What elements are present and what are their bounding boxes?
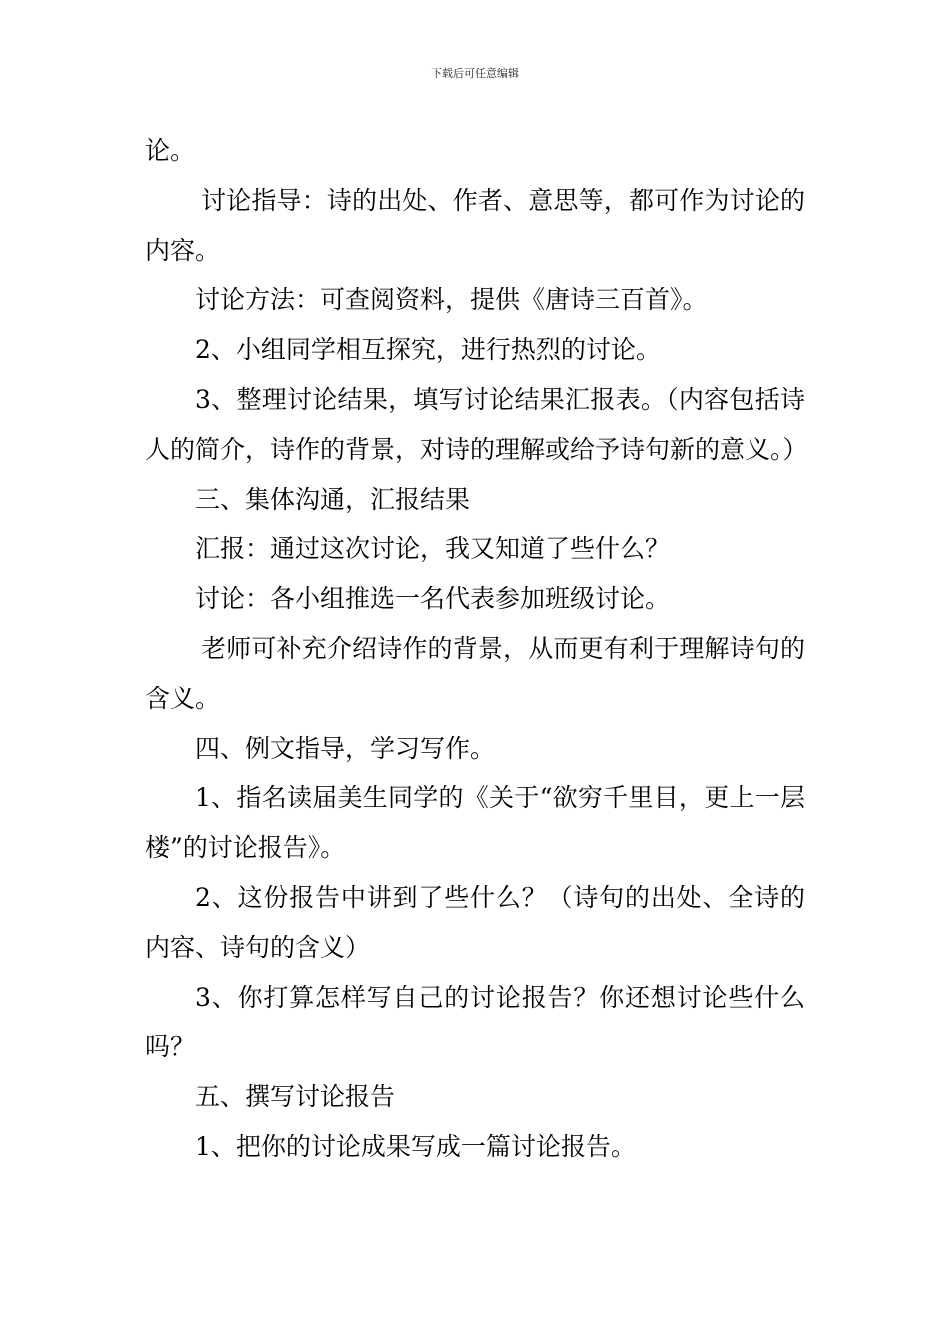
page-header: 下载后可任意编辑: [431, 67, 519, 80]
paragraph: 老师可补充介绍诗作的背景，从而更有利于理解诗句的含义。: [145, 633, 805, 713]
paragraph: 2、小组同学相互探究，进行热烈的讨论。: [195, 335, 661, 365]
paragraph: 1、把你的讨论成果写成一篇讨论报告。: [195, 1131, 636, 1161]
section-heading: 三、集体沟通，汇报结果: [195, 484, 471, 514]
paragraph: 3、整理讨论结果，填写讨论结果汇报表。（内容包括诗人的简介，诗作的背景，对诗的理解或给予诗句新的意义。）: [145, 384, 808, 464]
paragraph: 讨论指导：诗的出处、作者、意思等，都可作为讨论的内容。: [145, 185, 805, 265]
section-heading: 五、撰写讨论报告: [195, 1082, 396, 1112]
paragraph: 汇报：通过这次讨论，我又知道了些什么？: [195, 534, 671, 564]
paragraph: 讨论方法：可查阅资料，提供《唐诗三百首》。: [195, 285, 708, 315]
paragraph: 讨论：各小组推选一名代表参加班级讨论。: [195, 584, 671, 614]
paragraph: 3、你打算怎样写自己的讨论报告？你还想讨论些什么吗？: [145, 982, 805, 1062]
document-body: [145, 126, 808, 1172]
paragraph: 2、这份报告中讲到了些什么？（诗句的出处、全诗的内容、诗句的含义）: [145, 882, 805, 962]
section-heading: 四、例文指导，学习写作。: [195, 733, 496, 763]
paragraph: 论。: [145, 136, 196, 165]
paragraph: 1、指名读届美生同学的《关于“欲穷千里目，更上一层楼”的讨论报告》。: [145, 783, 805, 863]
